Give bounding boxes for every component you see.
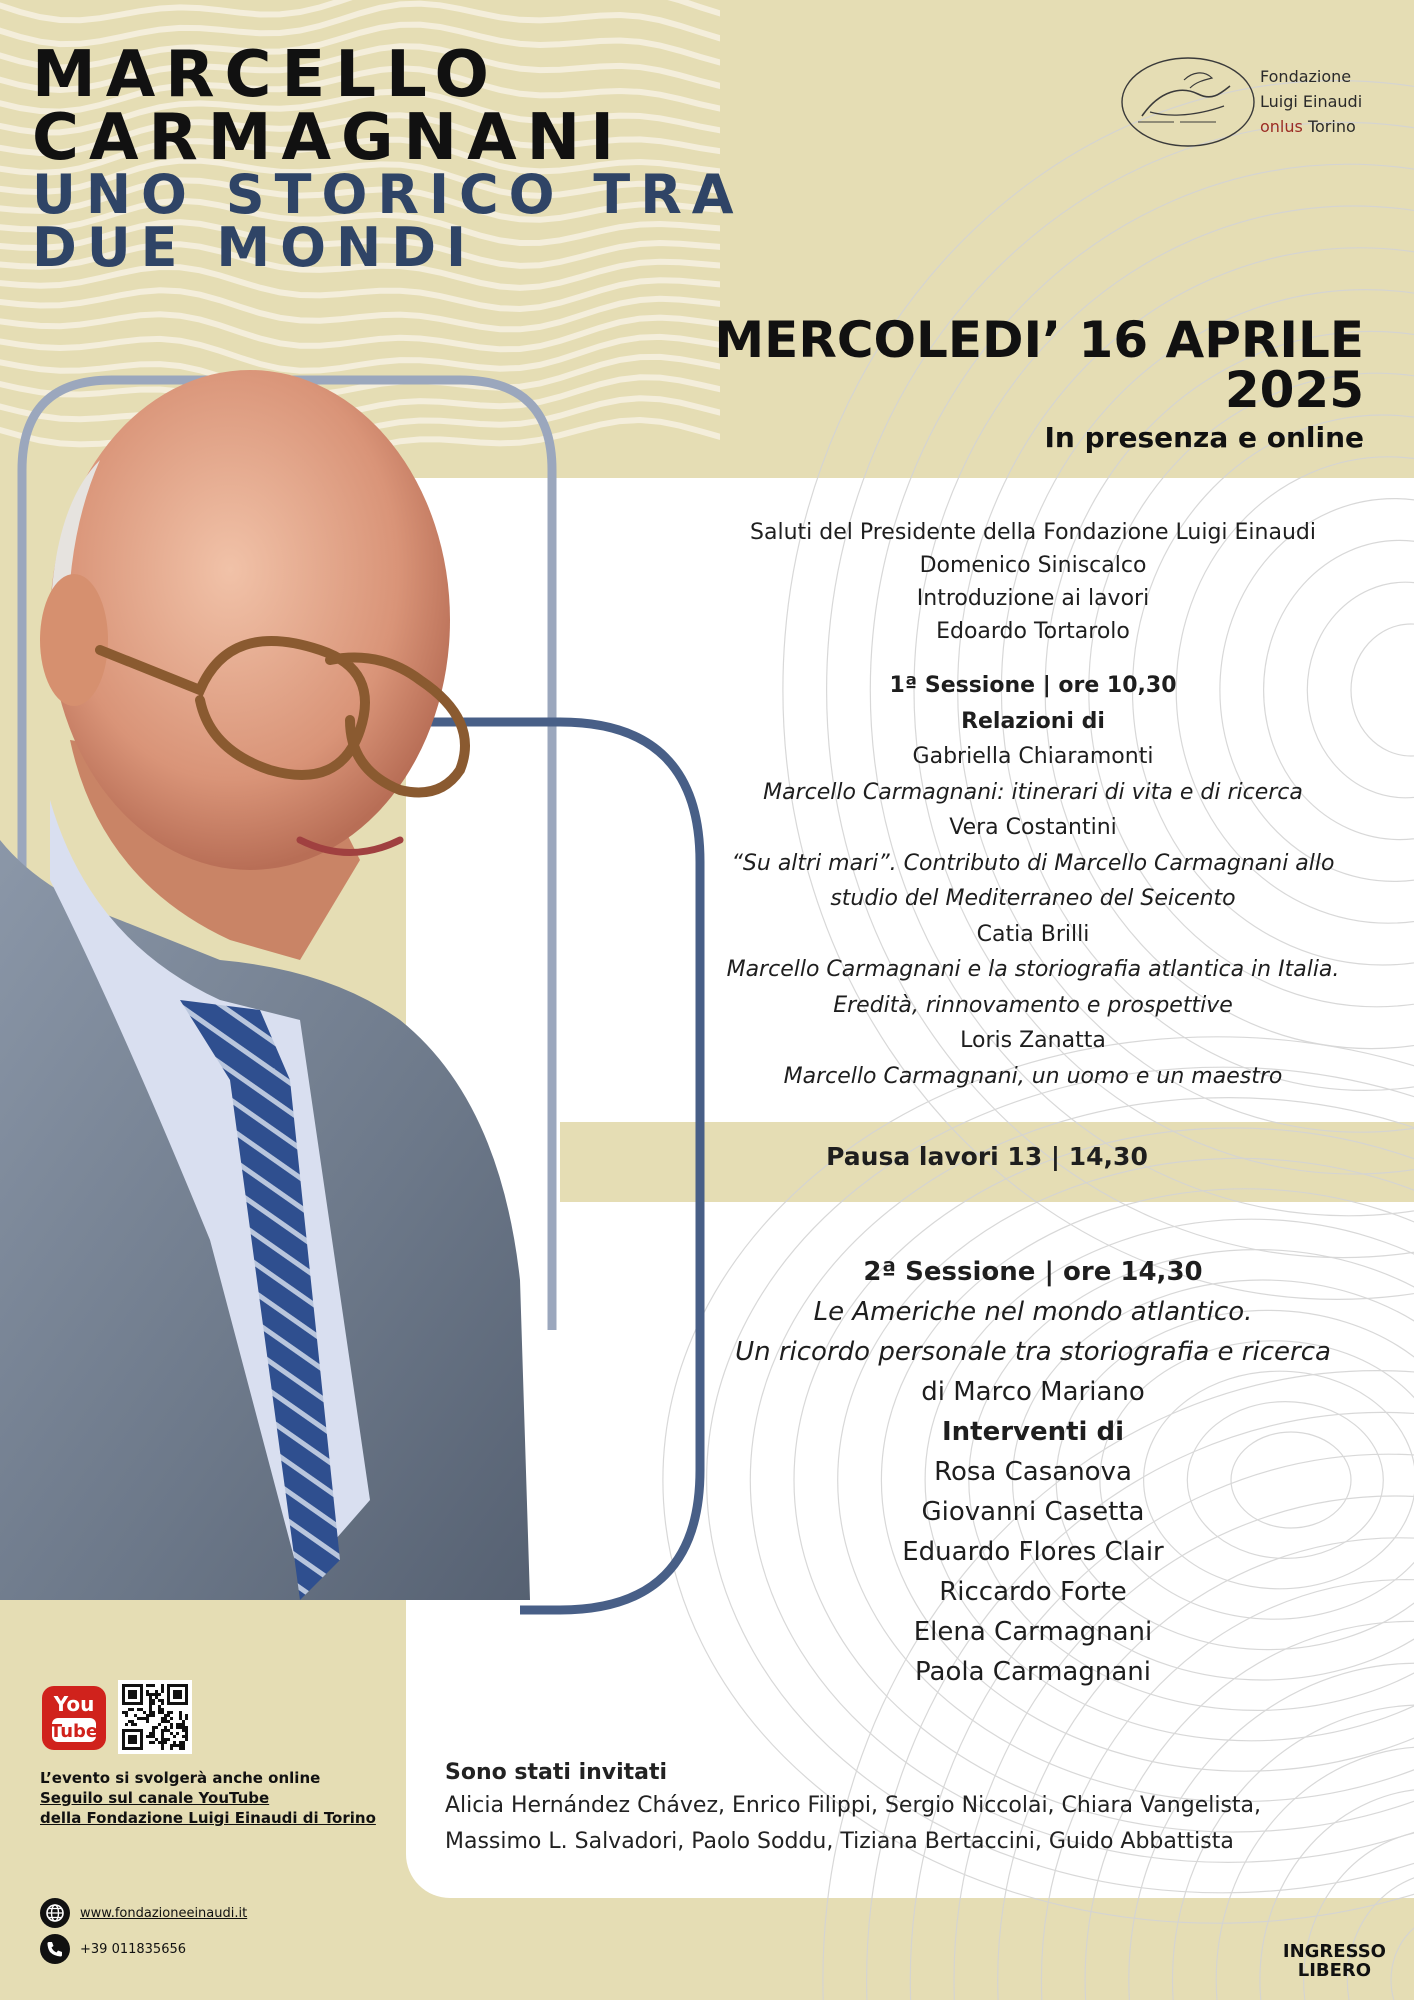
logo-line-3 [1260,114,1362,139]
qr-cell [155,1690,158,1693]
qr-cell [173,1696,176,1699]
qr-cell [182,1741,185,1744]
qr-cell [179,1726,182,1729]
qr-cell [152,1726,155,1729]
session-2-heading: 2ª Sessione | ore 14,30 [863,1257,1203,1287]
qr-cell [185,1690,188,1693]
qr-cell [176,1723,179,1726]
qr-cell [179,1690,182,1693]
qr-cell [167,1729,170,1732]
qr-cell [140,1693,143,1696]
youtube-wordmark-top: You [53,1692,95,1716]
qr-cell [164,1741,167,1744]
qr-cell [146,1684,149,1687]
qr-cell [137,1684,140,1687]
qr-cell [128,1720,131,1723]
qr-cell [170,1744,173,1747]
qr-cell [185,1717,188,1720]
qr-cell [149,1693,152,1696]
qr-cell [131,1735,134,1738]
qr-cell [167,1687,170,1690]
qr-cell [152,1714,155,1717]
qr-cell [134,1702,137,1705]
qr-cell [140,1708,143,1711]
qr-cell [122,1711,125,1714]
session-1-line: Catia Brilli [976,921,1090,947]
qr-cell [167,1711,170,1714]
qr-cell [149,1735,152,1738]
qr-cell [122,1684,125,1687]
qr-cell [146,1720,149,1723]
qr-cell [185,1726,188,1729]
qr-cell [185,1687,188,1690]
session-1-line: Marcello Carmagnani e la storiografia atlantica in Italia. [726,957,1340,982]
qr-cell [140,1702,143,1705]
qr-cell [173,1744,176,1747]
invited-line-2: Massimo L. Salvadori, Paolo Soddu, Tiziana Bertaccini, Guido Abbattista [445,1829,1234,1854]
qr-cell [158,1699,161,1702]
qr-cell [176,1696,179,1699]
qr-cell [128,1708,131,1711]
qr-cell [164,1726,167,1729]
session-1 [708,668,1358,1094]
invited-line-1: Alicia Hernández Chávez, Enrico Filippi, Sergio Niccolai, Chiara Vangelista, [445,1793,1262,1818]
qr-cell [170,1726,173,1729]
qr-cell [176,1684,179,1687]
qr-cell [125,1711,128,1714]
qr-cell [128,1696,131,1699]
qr-cell [164,1717,167,1720]
qr-cell [152,1735,155,1738]
qr-cell [131,1747,134,1750]
qr-cell [155,1693,158,1696]
qr-cell [122,1690,125,1693]
qr-cell [140,1690,143,1693]
qr-cell [182,1735,185,1738]
arc-line [1351,624,1414,756]
qr-cell [182,1723,185,1726]
qr-cell [176,1744,179,1747]
website-link[interactable]: www.fondazioneeinaudi.it [80,1905,248,1921]
qr-cell [161,1747,164,1750]
qr-cell [164,1729,167,1732]
qr-cell [185,1702,188,1705]
free-entry-line-1: INGRESSO [1282,1941,1386,1962]
speaker: Eduardo Flores Clair [902,1537,1164,1567]
qr-cell [137,1747,140,1750]
qr-cell [125,1747,128,1750]
qr-cell [134,1684,137,1687]
qr-cell [161,1690,164,1693]
qr-cell [128,1738,131,1741]
qr-cell [152,1741,155,1744]
qr-cell [140,1732,143,1735]
qr-cell [158,1693,161,1696]
opening-remarks [708,516,1358,648]
session-2-talk-title: Un ricordo personale tra storiografia e ricerca [735,1337,1331,1367]
qr-cell [131,1741,134,1744]
qr-cell [152,1711,155,1714]
qr-cell [149,1702,152,1705]
qr-cell [161,1729,164,1732]
qr-cell [167,1690,170,1693]
qr-cell [137,1729,140,1732]
qr-cell [161,1744,164,1747]
opening-line: Domenico Siniscalco [919,553,1147,578]
qr-cell [158,1708,161,1711]
title-line-1: MARCELLO [32,38,499,112]
qr-cell [125,1723,128,1726]
qr-cell [182,1747,185,1750]
qr-cell [125,1702,128,1705]
qr-cell [134,1723,137,1726]
qr-cell [155,1738,158,1741]
qr-cell [161,1738,164,1741]
opening-line: Edoardo Tortarolo [936,619,1130,644]
qr-cell [185,1732,188,1735]
qr-cell [137,1708,140,1711]
qr-cell [122,1702,125,1705]
qr-cell [122,1687,125,1690]
qr-cell [131,1702,134,1705]
session-1-line: Marcello Carmagnani, un uomo e un maestro [783,1063,1283,1089]
qr-cell [158,1711,161,1714]
qr-cell [134,1693,137,1696]
qr-cell [134,1735,137,1738]
qr-cell [182,1702,185,1705]
qr-cell [122,1738,125,1741]
qr-cell [173,1702,176,1705]
qr-cell [122,1729,125,1732]
qr-cell [134,1690,137,1693]
qr-cell [158,1723,161,1726]
youtube-wordmark-bottom: Tube [49,1721,99,1742]
subtitle-line-2: DUE MONDI [32,216,477,280]
qr-cell [161,1741,164,1744]
qr-cell [167,1714,170,1717]
qr-cell [128,1684,131,1687]
phone-number: +39 011835656 [80,1941,187,1957]
session-1-line: studio del Mediterraneo del Seicento [830,886,1236,911]
session-1-line: Marcello Carmagnani: itinerari di vita e di ricerca [763,779,1303,805]
session-1-line: Vera Costantini [949,815,1117,840]
qr-cell [122,1693,125,1696]
qr-cell [161,1699,164,1702]
youtube-icon[interactable] [42,1686,106,1750]
qr-cell [137,1702,140,1705]
qr-cell [149,1708,152,1711]
qr-cell [170,1717,173,1720]
qr-cell [149,1696,152,1699]
qr-cell [170,1711,173,1714]
session-2-subheading: Interventi di [941,1417,1125,1447]
qr-cell [155,1726,158,1729]
qr-cell [143,1711,146,1714]
date-line-2: 2025 [1224,361,1364,419]
youtube-channel-link-2[interactable]: della Fondazione Luigi Einaudi di Torino [40,1809,376,1827]
qr-cell [167,1696,170,1699]
qr-code-icon[interactable] [118,1680,192,1754]
qr-cell [125,1684,128,1687]
qr-cell [179,1714,182,1717]
speaker: Elena Carmagnani [913,1617,1153,1647]
qr-cell [164,1738,167,1741]
qr-cell [155,1696,158,1699]
qr-cell [167,1738,170,1741]
qr-cell [182,1726,185,1729]
qr-cell [131,1690,134,1693]
qr-cell [122,1735,125,1738]
qr-cell [140,1699,143,1702]
ear [40,574,108,706]
title-line-2: CARMAGNANI [32,100,624,175]
qr-cell [179,1723,182,1726]
online-info [40,1768,376,1828]
qr-cell [149,1684,152,1687]
qr-cell [179,1747,182,1750]
qr-cell [146,1717,149,1720]
qr-cell [173,1684,176,1687]
qr-cell [131,1696,134,1699]
qr-cell [131,1684,134,1687]
online-line-1: L’evento si svolgerà anche online [40,1769,321,1787]
qr-cell [161,1708,164,1711]
qr-cell [149,1741,152,1744]
phone-contact[interactable] [40,1934,186,1964]
event-mode: In presenza e online [1044,421,1364,454]
logo-line-1: Fondazione [1260,67,1352,86]
free-entry [1283,1942,1386,1980]
qr-cell [170,1747,173,1750]
qr-cell [131,1720,134,1723]
qr-cell [161,1687,164,1690]
phone-icon [40,1934,70,1964]
qr-cell [149,1732,152,1735]
qr-cell [164,1720,167,1723]
qr-cell [149,1714,152,1717]
qr-cell [122,1696,125,1699]
qr-cell [161,1732,164,1735]
qr-cell [179,1744,182,1747]
qr-cell [161,1702,164,1705]
qr-cell [182,1720,185,1723]
event-date [714,311,1364,457]
session-1-line: Loris Zanatta [960,1028,1106,1053]
qr-cell [149,1711,152,1714]
qr-cell [170,1684,173,1687]
qr-cell [137,1717,140,1720]
qr-cell [173,1693,176,1696]
qr-cell [140,1717,143,1720]
session-1-line: Eredità, rinnovamento e prospettive [833,992,1233,1018]
qr-cell [146,1714,149,1717]
foundation-logo-text [1260,64,1362,139]
qr-cell [146,1693,149,1696]
speaker: Giovanni Casetta [921,1497,1145,1527]
qr-cell [149,1699,152,1702]
qr-cell [152,1693,155,1696]
qr-cell [134,1729,137,1732]
qr-cell [167,1702,170,1705]
qr-cell [149,1705,152,1708]
qr-cell [140,1738,143,1741]
qr-cell [128,1690,131,1693]
opening-line: Saluti del Presidente della Fondazione Luigi Einaudi [750,520,1316,545]
qr-cell [176,1693,179,1696]
qr-cell [152,1729,155,1732]
qr-cell [173,1741,176,1744]
qr-cell [185,1696,188,1699]
session-1-line: Gabriella Chiaramonti [912,744,1154,769]
qr-cell [173,1735,176,1738]
qr-cell [185,1714,188,1717]
qr-cell [122,1732,125,1735]
qr-cell [131,1723,134,1726]
qr-cell [146,1735,149,1738]
portrait-photo [0,320,720,1620]
session-2-talk-author: di Marco Mariano [921,1377,1145,1407]
qr-cell [134,1747,137,1750]
qr-cell [140,1735,143,1738]
qr-cell [140,1747,143,1750]
qr-cell [185,1738,188,1741]
speaker: Riccardo Forte [939,1577,1127,1607]
qr-cell [122,1744,125,1747]
session-2-talk-title: Le Americhe nel mondo atlantico. [813,1297,1253,1327]
qr-cell [152,1684,155,1687]
qr-cell [173,1690,176,1693]
qr-cell [182,1684,185,1687]
qr-cell [143,1717,146,1720]
qr-cell [146,1690,149,1693]
qr-cell [122,1741,125,1744]
qr-cell [176,1702,179,1705]
qr-cell [140,1741,143,1744]
qr-cell [176,1690,179,1693]
qr-cell [185,1729,188,1732]
qr-cell [185,1699,188,1702]
qr-cell [140,1744,143,1747]
qr-cell [161,1717,164,1720]
logo-line-2: Luigi Einaudi [1260,92,1363,111]
qr-cell [185,1735,188,1738]
qr-cell [176,1726,179,1729]
qr-cell [125,1714,128,1717]
qr-cell [179,1711,182,1714]
qr-cell [161,1735,164,1738]
qr-cell [122,1747,125,1750]
youtube-channel-link[interactable]: Seguilo sul canale YouTube [40,1789,270,1807]
date-line-1: MERCOLEDI’ 16 APRILE [714,311,1364,369]
qr-cell [164,1714,167,1717]
qr-cell [122,1699,125,1702]
qr-cell [134,1696,137,1699]
qr-cell [131,1708,134,1711]
qr-cell [128,1741,131,1744]
qr-cell [179,1696,182,1699]
event-title [32,38,744,280]
qr-cell [128,1735,131,1738]
session-1-line: “Su altri mari”. Contributo di Marcello Carmagnani allo [731,850,1335,876]
free-entry-line-2: LIBERO [1297,1960,1372,1981]
speaker: Rosa Casanova [934,1457,1132,1487]
qr-cell [131,1693,134,1696]
qr-cell [167,1699,170,1702]
session-1-heading: 1ª Sessione | ore 10,30 [889,673,1177,698]
qr-cell [128,1693,131,1696]
qr-cell [161,1711,164,1714]
qr-cell [170,1702,173,1705]
logo-onlus: onlus [1260,117,1303,136]
qr-cell [182,1729,185,1732]
qr-cell [176,1732,179,1735]
qr-cell [170,1723,173,1726]
qr-cell [167,1684,170,1687]
qr-cell [152,1699,155,1702]
qr-cell [140,1696,143,1699]
qr-cell [134,1741,137,1744]
qr-cell [185,1684,188,1687]
qr-cell [161,1720,164,1723]
qr-cell [140,1687,143,1690]
qr-cell [161,1684,164,1687]
qr-cell [131,1729,134,1732]
invited-guests [445,1758,1345,1860]
qr-cell [167,1693,170,1696]
qr-cell [131,1738,134,1741]
qr-cell [152,1702,155,1705]
session-1-subheading: Relazioni di [961,708,1105,734]
qr-cell [179,1693,182,1696]
qr-cell [128,1702,131,1705]
arc-line [1391,1914,1414,2000]
qr-cell [140,1729,143,1732]
qr-cell [182,1744,185,1747]
session-2 [708,1252,1358,1692]
globe-icon [40,1898,70,1928]
qr-cell [179,1741,182,1744]
qr-cell [179,1717,182,1720]
invited-heading: Sono stati invitati [445,1760,668,1785]
logo-city: Torino [1302,117,1356,136]
qr-cell [134,1714,137,1717]
qr-cell [185,1693,188,1696]
qr-cell [134,1738,137,1741]
qr-cell [125,1729,128,1732]
lunch-break: Pausa lavori 13 | 14,30 [826,1142,1148,1171]
speaker: Paola Carmagnani [915,1657,1151,1687]
subtitle-line-1: UNO STORICO TRA [32,163,744,227]
qr-cell [170,1732,173,1735]
opening-line: Introduzione ai lavori [916,586,1150,611]
qr-cell [140,1684,143,1687]
qr-cell [152,1732,155,1735]
qr-cell [128,1747,131,1750]
qr-cell [167,1720,170,1723]
qr-cell [128,1729,131,1732]
website-contact[interactable] [40,1898,247,1928]
qr-cell [158,1705,161,1708]
qr-cell [158,1741,161,1744]
head [50,370,450,870]
qr-cell [179,1702,182,1705]
qr-cell [179,1684,182,1687]
